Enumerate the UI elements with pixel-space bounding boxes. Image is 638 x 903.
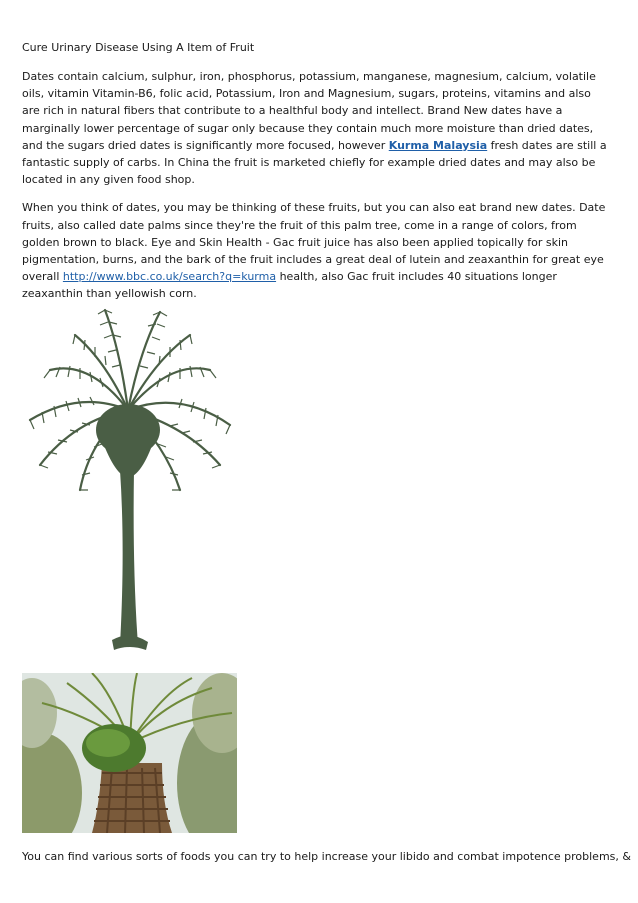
paragraph-1-text-a: Dates contain calcium, sulphur, iron, phosphorus, potassium, manganese, magnesium, calcium, volatile oils, vitamin Vitamin-B6, folic acid, Potassium, Iron and Magnesium, sugars, proteins, vitamins and also are rich in natural fibers that contribute to a healthful body and intellect. Brand New dates have a marginally lower percentage of sugar only because they contain much more moisture than dried dates, and the sugars dried dates is significantly more focused, however	[22, 70, 596, 152]
paragraph-3-first-line: You can find various sorts of foods you can try to help increase your libido and combat impotence problems, &	[22, 850, 631, 863]
kurma-malaysia-link[interactable]: Kurma Malaysia	[388, 138, 488, 152]
paragraph-2-text-b: health, also Gac fruit includes 40 situations longer zeaxanthin than yellowish corn.	[22, 270, 557, 301]
paragraph-1	[22, 68, 612, 188]
document-body	[22, 30, 612, 303]
palm-tree-illustration	[20, 300, 238, 658]
bbc-search-link[interactable]: http://www.bbc.co.uk/search?q=kurma	[62, 270, 277, 284]
paragraph-1-text-b: fresh dates are still a fantastic supply of carbs. In China the fruit is marketed chiefly for example dried dates and may also be located in any given food shop.	[22, 138, 607, 187]
palm-tree-photo	[22, 673, 237, 833]
paragraph-2	[22, 199, 612, 302]
document-title: Cure Urinary Disease Using A Item of Fruit	[22, 41, 255, 54]
paragraph-2-text-a: When you think of dates, you may be thinking of these fruits, but you can also eat brand new dates. Date fruits, also called date palms since they're the fruit of this palm tree, come in a range of colors, from golden brown to black. Eye and Skin Health - Gac fruit juice has also been applied topically for skin pigmentation, burns, and the bark of the fruit includes a great deal of lutein and zeaxanthin for great eye overall	[22, 201, 606, 284]
